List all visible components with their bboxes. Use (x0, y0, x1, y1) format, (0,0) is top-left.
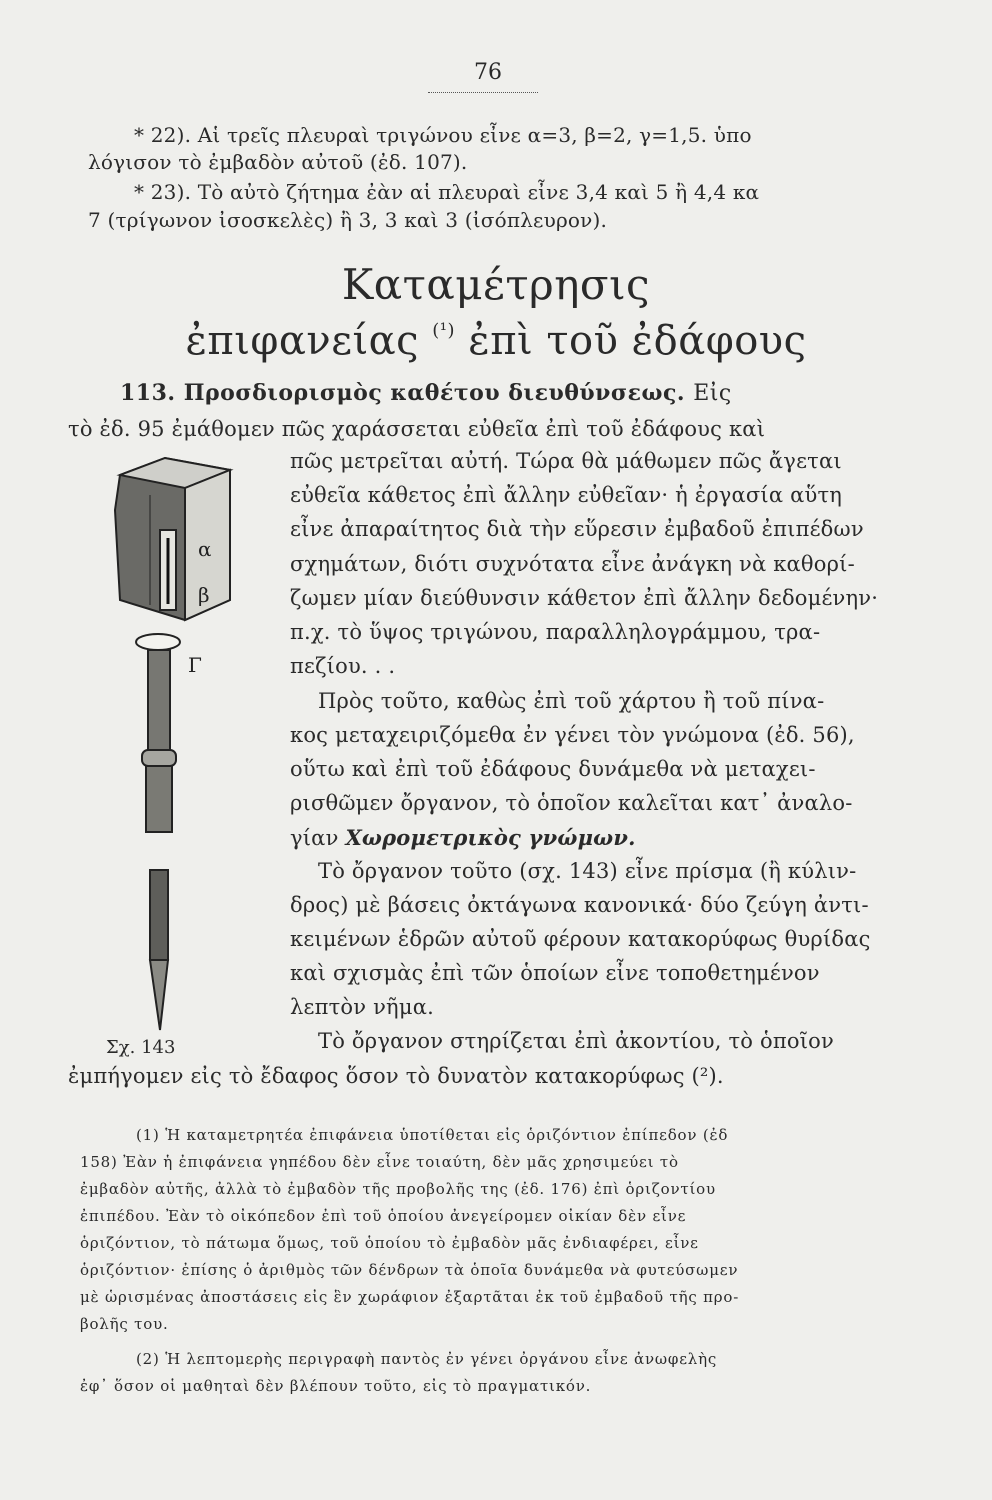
body-line-20: ἐμπήγομεν εἰς τὸ ἔδαφος ὅσον τὸ δυνατὸν κατακορύφως (²). (68, 1064, 724, 1088)
body-line-1: τὸ ἐδ. 95 ἐμάθομεν πῶς χαράσσεται εὐθεῖα ἐπὶ τοῦ ἐδάφους καὶ (68, 417, 766, 441)
body-line-11: οὕτω καὶ ἐπὶ τοῦ ἐδάφους δυνάμεθα νὰ μεταχει- (290, 757, 816, 781)
body-line-7: π.χ. τὸ ὕψος τριγώνου, παραλληλογράμμου, τρα- (290, 620, 821, 644)
heading-line-2-a: ἐπιφανείας (185, 318, 420, 364)
label-alpha: α (198, 537, 212, 561)
exercise-22-line-1: * 22). Αἱ τρεῖς πλευραὶ τριγώνου εἶνε α=3, β=2, γ=1,5. ὑπο (134, 123, 752, 147)
body-line-16: κειμένων ἑδρῶν αὐτοῦ φέρουν κατακορύφως θυρίδας (290, 927, 871, 951)
staff-upper (148, 650, 170, 750)
exercise-22-line-2: λόγισον τὸ ἐμβαδὸν αὐτοῦ (ἐδ. 107). (88, 150, 468, 174)
figure-caption: Σχ. 143 (106, 1037, 176, 1058)
body-line-2: πῶς μετρεῖται αὐτή. Τώρα θὰ μάθωμεν πῶς ἄγεται (290, 449, 842, 473)
footnote-1-line-6: ὁριζόντιον· ἐπίσης ὁ ἀριθμὸς τῶν δένδρων τὰ ὁποῖα δυνάμεθα νὰ φυτεύσωμεν (80, 1261, 739, 1279)
instrument-name: Χωρομετρικὸς γνώμων. (345, 825, 636, 850)
footnote-2-line-1: (2) Ἡ λεπτομερὴς περιγραφὴ παντὸς ἐν γένει ὀργάνου εἶνε ἀνωφελὴς (136, 1350, 718, 1368)
section-title: Προσδιορισμὸς καθέτου διευθύνσεως. (183, 380, 686, 406)
body-line-18: λεπτὸν νῆμα. (290, 995, 434, 1019)
footnote-1-line-3: ἐμβαδὸν αὐτῆς, ἀλλὰ τὸ ἐμβαδὸν τῆς προβολῆς της (ἐδ. 176) ἐπὶ ὁριζοντίου (80, 1180, 716, 1198)
staff-collar (142, 750, 176, 766)
body-line-3: εὐθεῖα κάθετος ἐπὶ ἄλλην εὐθεῖαν· ἡ ἐργασία αὕτη (290, 483, 843, 507)
body-line-13-text: γίαν (290, 826, 339, 850)
heading-footnote-mark: (¹) (432, 320, 456, 341)
heading-line-1: Καταμέτρησις (341, 260, 651, 309)
heading-line-2-b: ἐπὶ τοῦ ἐδάφους (468, 318, 807, 364)
footnote-1-line-1: (1) Ἡ καταμετρητέα ἐπιφάνεια ὑποτίθεται εἰς ὁριζόντιον ἐπίπεδον (ἐδ (136, 1126, 729, 1144)
body-line-19: Τὸ ὄργανον στηρίζεται ἐπὶ ἀκοντίου, τὸ ὁποῖον (318, 1029, 834, 1053)
section-heading (120, 380, 732, 406)
exercise-23-line-2: 7 (τρίγωνον ἰσοσκελὲς) ἢ 3, 3 καὶ 3 (ἰσόπλευρον). (88, 208, 608, 232)
neck-ring (136, 634, 180, 650)
footnote-1-line-4: ἐπιπέδου. Ἐὰν τὸ οἰκόπεδον ἐπὶ τοῦ ὁποίου ἀνεγείρομεν οἰκίαν δὲν εἶνε (80, 1207, 687, 1225)
body-line-8: πεζίου. . . (290, 654, 396, 678)
footnote-1-line-2: 158) Ἐὰν ἡ ἐπιφάνεια γηπέδου δὲν εἶνε τοιαύτη, δὲν μᾶς χρησιμεύει τὸ (80, 1153, 679, 1171)
page-number: 76 (474, 60, 502, 85)
section-number: 113. (120, 380, 176, 406)
footnote-1-line-5: ὁριζόντιον, τὸ πάτωμα ὅμως, τοῦ ὁποίου τὸ ἐμβαδὸν μᾶς ἐνδιαφέρει, εἶνε (80, 1234, 699, 1252)
surveyor-cross-figure (90, 450, 290, 1070)
footnote-1-line-8: βολῆς του. (80, 1315, 169, 1333)
section-lead: Εἰς (693, 381, 732, 406)
body-line-12: ρισθῶμεν ὄργανον, τὸ ὁποῖον καλεῖται κατ᾽ ἀναλο- (290, 791, 853, 815)
body-line-15: δρος) μὲ βάσεις ὀκτάγωνα κανονικά· δύο ζεύγη ἀντι- (290, 893, 869, 917)
heading-line-2 (0, 318, 992, 364)
body-line-10: κος μεταχειριζόμεθα ἐν γένει τὸν γνώμονα (ἐδ. 56), (290, 723, 855, 747)
staff-tip (150, 960, 168, 1030)
body-line-17: καὶ σχισμὰς ἐπὶ τῶν ὁποίων εἶνε τοποθετημένον (290, 961, 820, 985)
staff-middle (146, 766, 172, 832)
footnote-2-line-2: ἐφ᾽ ὅσον οἱ μαθηταὶ δὲν βλέπουν τοῦτο, εἰς τὸ πραγματικόν. (80, 1377, 592, 1395)
footnote-1-line-7: μὲ ὡρισμένας ἀποστάσεις εἰς ἓν χωράφιον ἐξαρτᾶται ἐκ τοῦ ἐμβαδοῦ τῆς προ- (80, 1288, 740, 1306)
body-line-9: Πρὸς τοῦτο, καθὼς ἐπὶ τοῦ χάρτου ἢ τοῦ πίνα- (318, 689, 825, 713)
label-beta: β (198, 583, 210, 607)
body-line-14: Τὸ ὄργανον τοῦτο (σχ. 143) εἶνε πρίσμα (ἢ κύλιν- (318, 859, 857, 883)
staff-lower (150, 870, 168, 960)
body-line-6: ζωμεν μίαν διεύθυνσιν κάθετον ἐπὶ ἄλλην δεδομένην· (290, 586, 879, 610)
exercise-23-line-1: * 23). Τὸ αὐτὸ ζήτημα ἐὰν αἱ πλευραὶ εἶνε 3,4 καὶ 5 ἢ 4,4 κα (134, 180, 760, 204)
body-line-5: σχημάτων, διότι συχνότατα εἶνε ἀνάγκη νὰ καθορί- (290, 552, 855, 576)
page-number-rule (428, 92, 538, 93)
body-line-4: εἶνε ἀπαραίτητος διὰ τὴν εὕρεσιν ἐμβαδοῦ ἐπιπέδων (290, 517, 864, 541)
body-line-13 (290, 825, 636, 850)
label-gamma: Γ (188, 653, 202, 677)
